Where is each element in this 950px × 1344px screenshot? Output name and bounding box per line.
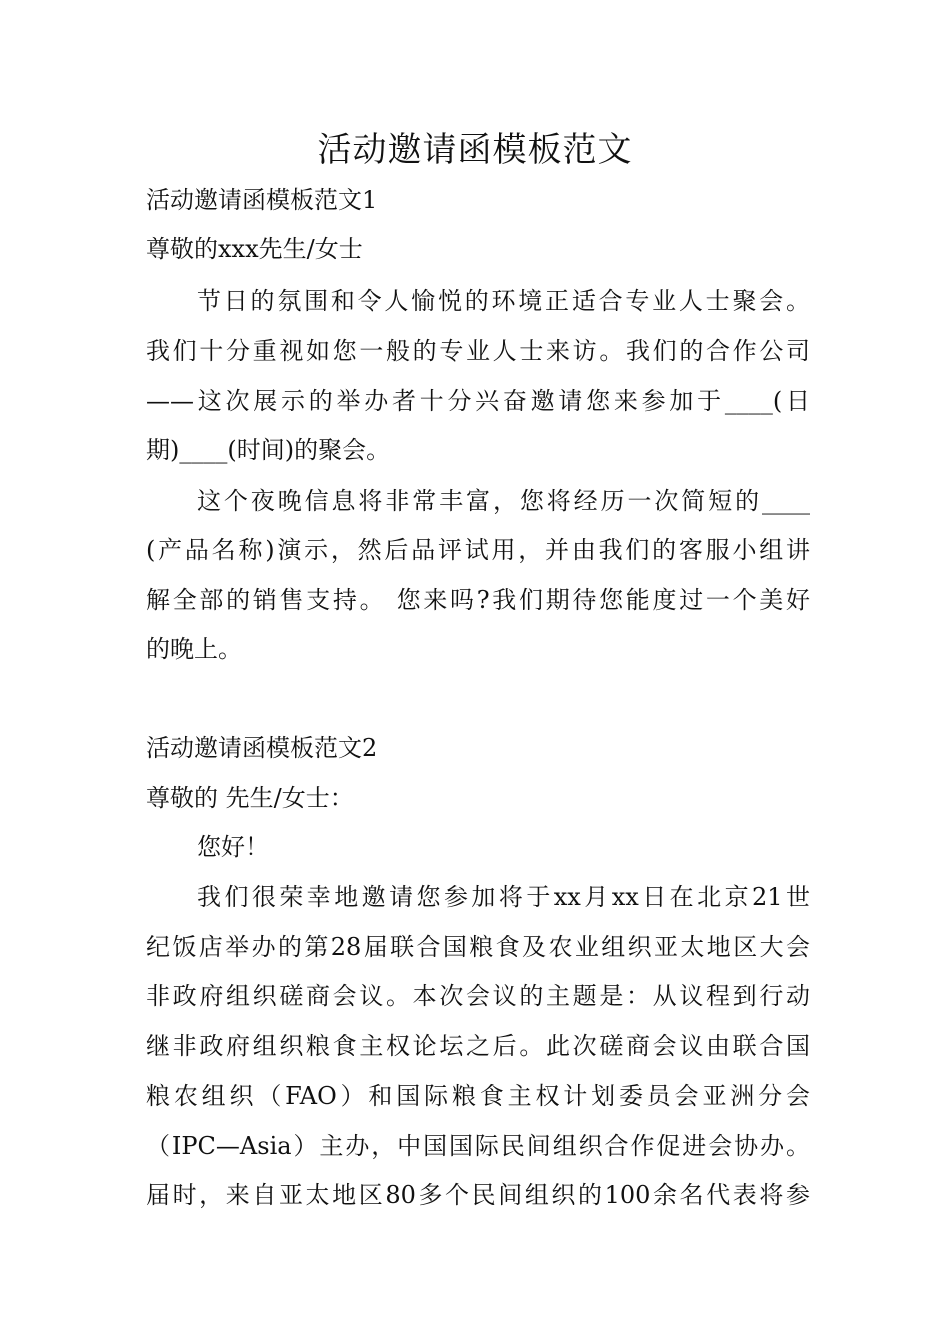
paragraph-line: 期)____(时间)的聚会。	[146, 436, 391, 464]
paragraph-line: （IPC—Asia）主办，中国国际民间组织合作促进会协办。	[146, 1132, 810, 1160]
salutation-2: 尊敬的 先生/女士：	[146, 784, 354, 812]
section-heading-1: 活动邀请函模板范文1	[146, 186, 378, 214]
paragraph-line: 继非政府组织粮食主权论坛之后。此次磋商会议由联合国	[146, 1032, 810, 1060]
paragraph-line: ——这次展示的举办者十分兴奋邀请您来参加于____(日	[146, 387, 810, 415]
document-title: 活动邀请函模板范文	[317, 130, 633, 170]
salutation-1: 尊敬的xxx先生/女士	[146, 235, 363, 263]
paragraph-line: 非政府组织磋商会议。本次会议的主题是：从议程到行动	[146, 982, 810, 1010]
paragraph-line: 这个夜晚信息将非常丰富，您将经历一次简短的____	[197, 487, 810, 515]
paragraph-line: 届时，来自亚太地区80多个民间组织的100余名代表将参	[146, 1181, 810, 1209]
paragraph-line: 节日的氛围和令人愉悦的环境正适合专业人士聚会。	[197, 287, 810, 315]
paragraph-line: 的晚上。	[146, 635, 242, 663]
section-heading-2: 活动邀请函模板范文2	[146, 734, 378, 762]
greeting: 您好！	[197, 833, 269, 861]
paragraph-line: 纪饭店举办的第28届联合国粮食及农业组织亚太地区大会	[146, 933, 810, 961]
paragraph-line: 我们十分重视如您一般的专业人士来访。我们的合作公司	[146, 337, 810, 365]
paragraph-line: 解全部的销售支持。 您来吗?我们期待您能度过一个美好	[146, 586, 810, 614]
paragraph-line: (产品名称)演示，然后品评试用，并由我们的客服小组讲	[146, 536, 810, 564]
paragraph-line: 粮农组织（FAO）和国际粮食主权计划委员会亚洲分会	[146, 1082, 810, 1110]
paragraph-line: 我们很荣幸地邀请您参加将于xx月xx日在北京21世	[197, 883, 810, 911]
